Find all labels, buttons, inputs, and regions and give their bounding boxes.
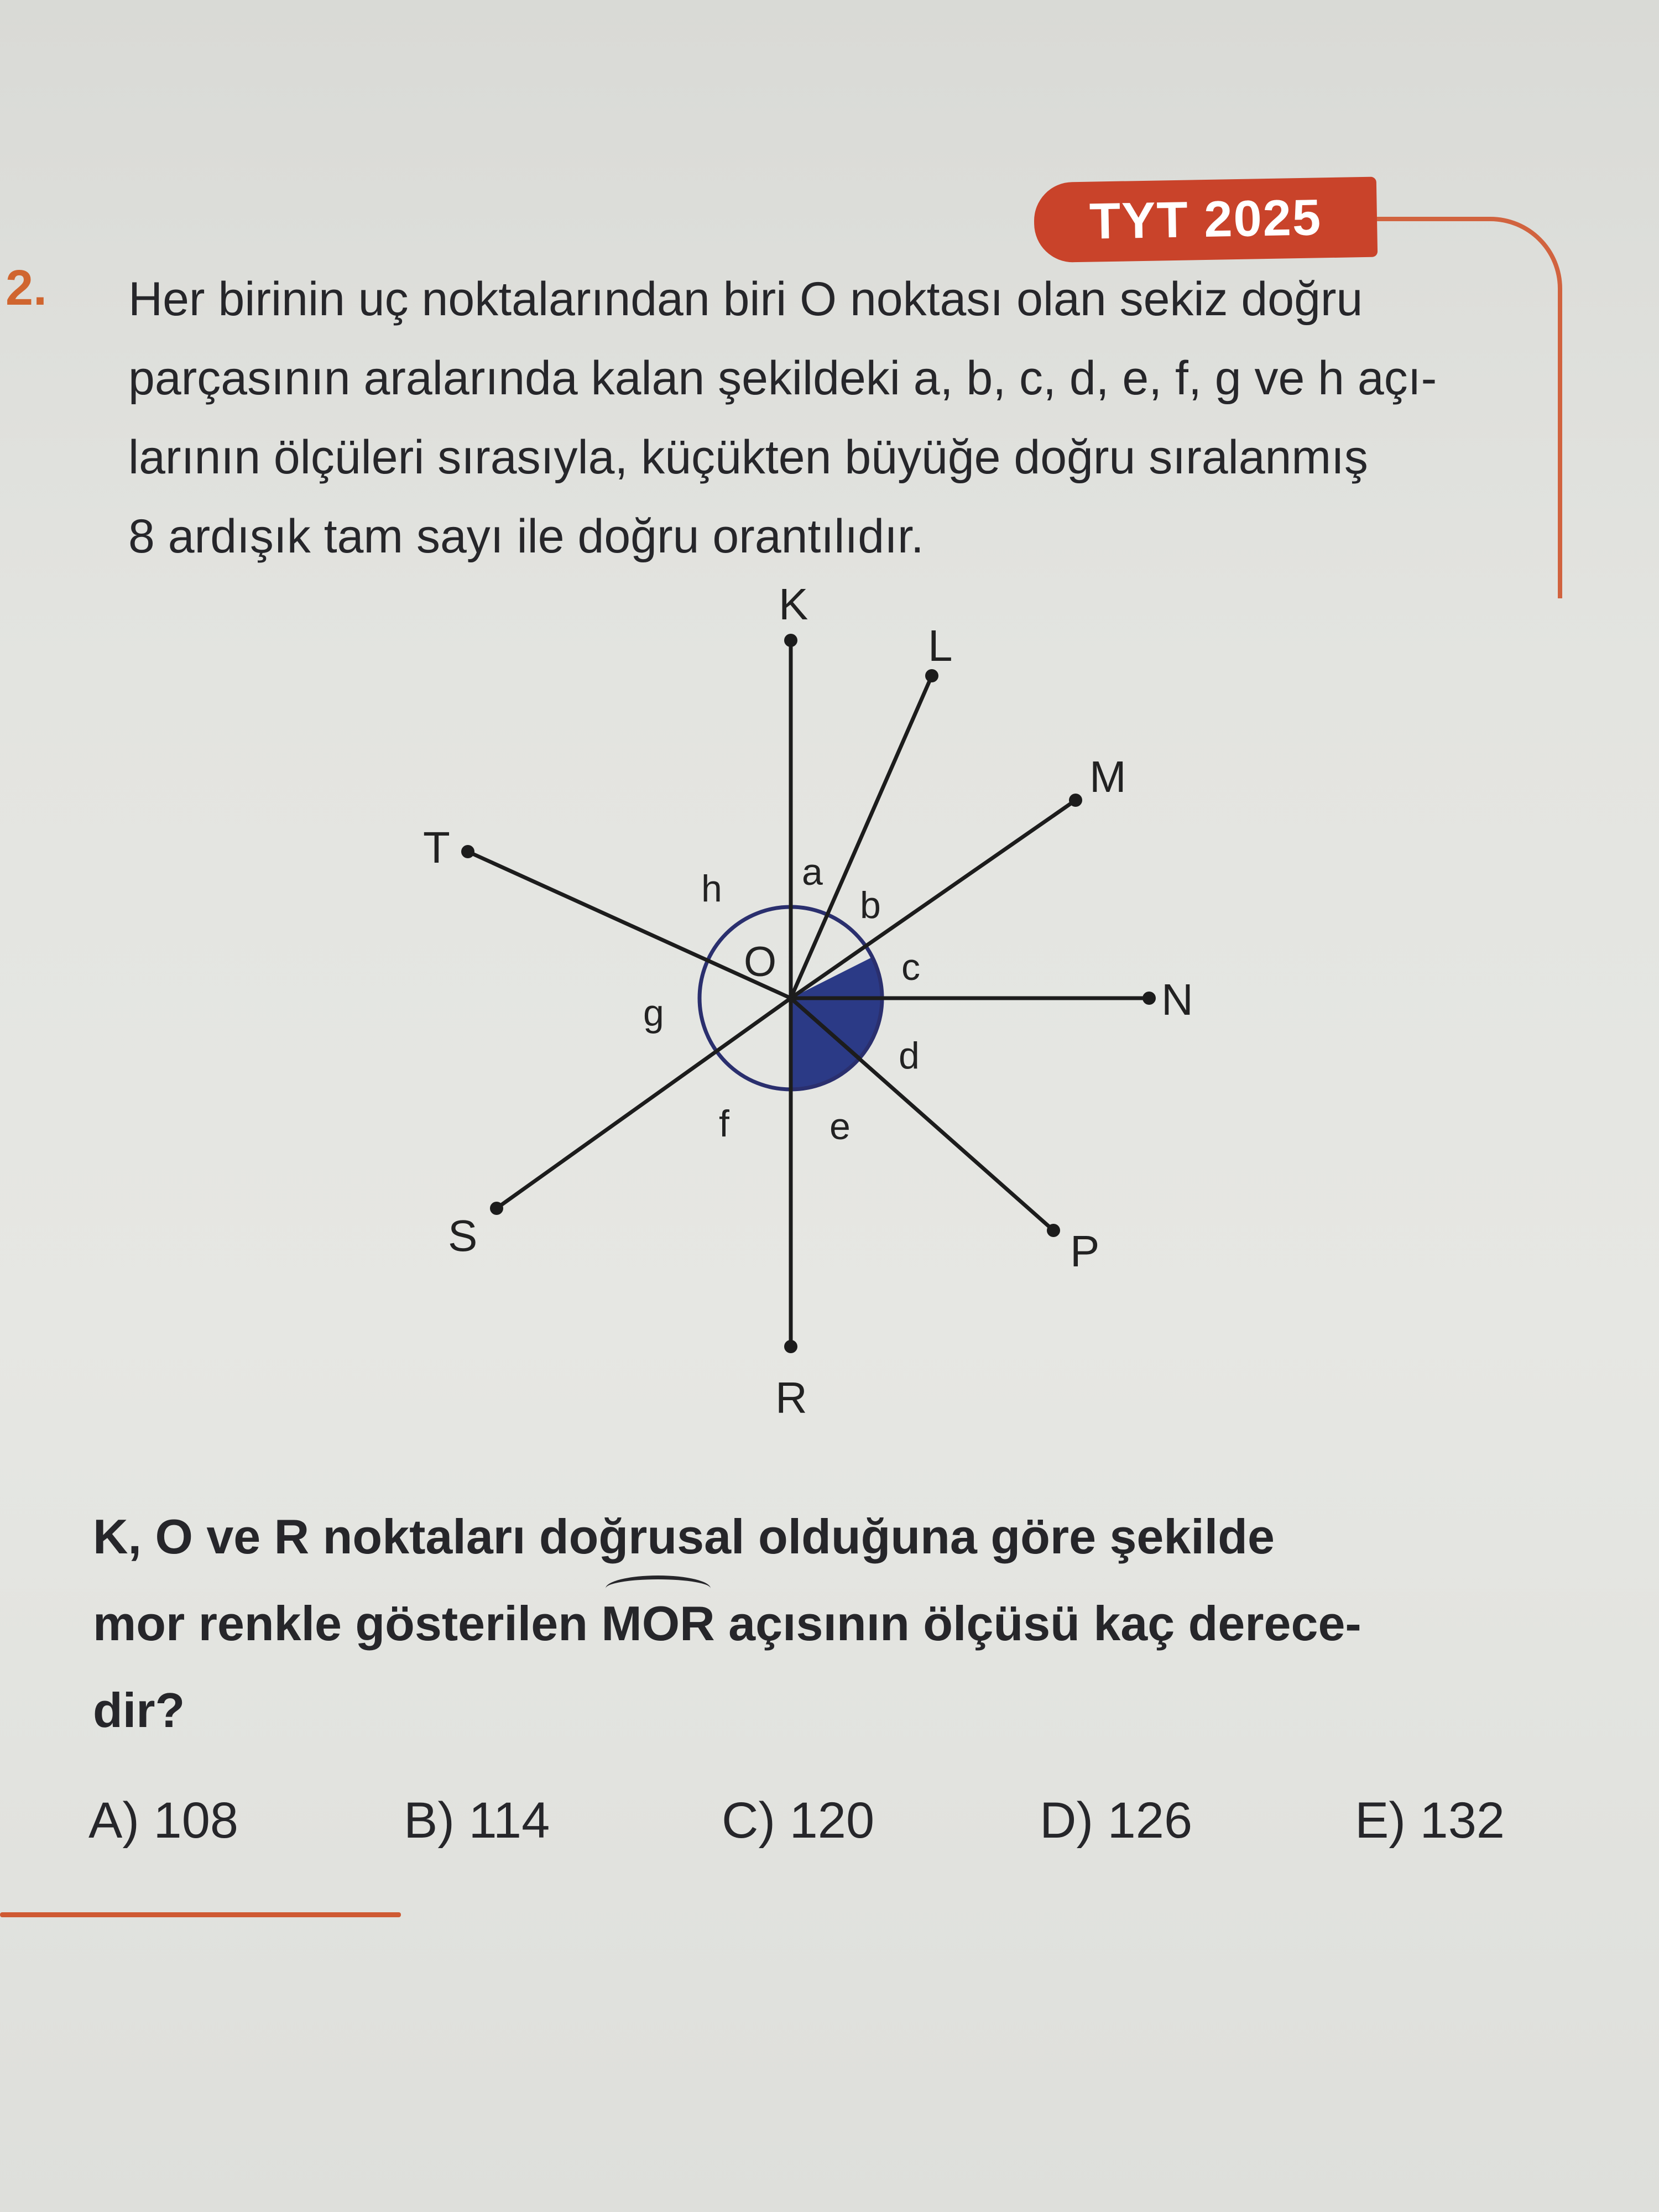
bottom-rule [0, 1912, 401, 1917]
label-O: O [744, 938, 777, 985]
point-R-dot [784, 1340, 797, 1353]
point-S-dot [490, 1202, 503, 1215]
label-S: S [448, 1211, 478, 1260]
intro-line-3: larının ölçüleri sırasıyla, küçükten büyüğe doğru sıralanmış [128, 431, 1368, 484]
intro-line-4: 8 ardışık tam sayı ile doğru orantılıdır. [128, 510, 924, 563]
point-T-dot [461, 845, 474, 858]
label-P: P [1070, 1227, 1100, 1276]
option-c[interactable]: C) 120 [722, 1792, 875, 1849]
exam-badge: TYT 2025 [1034, 177, 1378, 263]
label-R: R [775, 1373, 807, 1422]
angle-label-g: g [643, 992, 664, 1034]
label-N: N [1161, 975, 1193, 1024]
segment-OT [468, 852, 791, 998]
angle-label-h: h [701, 868, 722, 910]
prompt-line-2-pre: mor renkle gösterilen [93, 1596, 602, 1651]
angle-label-b: b [860, 884, 881, 926]
angle-MOR-symbol: MOR [601, 1580, 714, 1667]
question-prompt [93, 1493, 1531, 1754]
angle-label-f: f [719, 1103, 729, 1145]
prompt-line-3: dir? [93, 1683, 185, 1738]
prompt-line-2-post: açısının ölçüsü kaç derece- [714, 1596, 1361, 1651]
prompt-line-2 [93, 1580, 1531, 1667]
angle-label-d: d [899, 1035, 920, 1077]
question-number: 2. [6, 260, 48, 316]
intro-line-1: Her birinin uç noktalarından biri O noktası olan sekiz doğru [128, 273, 1363, 326]
point-P-dot [1047, 1224, 1060, 1237]
option-a[interactable]: A) 108 [88, 1792, 239, 1849]
shaded-angle-region [791, 958, 880, 1089]
point-M-dot [1069, 794, 1082, 807]
angle-label-e: e [830, 1105, 851, 1147]
point-N-dot [1142, 992, 1156, 1005]
angle-label-a: a [802, 851, 823, 893]
label-L: L [928, 621, 953, 670]
point-L-dot [925, 669, 938, 682]
option-e[interactable]: E) 132 [1355, 1792, 1505, 1849]
option-b[interactable]: B) 114 [404, 1792, 550, 1849]
answer-options [88, 1792, 1582, 1864]
angle-label-c: c [901, 946, 920, 988]
option-d[interactable]: D) 126 [1040, 1792, 1193, 1849]
intro-line-2: parçasının aralarında kalan şekildeki a, b, c, d, e, f, g ve h açı- [128, 352, 1437, 405]
label-M: M [1089, 752, 1126, 801]
point-K-dot [784, 634, 797, 647]
prompt-line-1: K, O ve R noktaları doğrusal olduğuna göre şekilde [93, 1509, 1275, 1564]
label-K: K [779, 580, 808, 629]
label-T: T [423, 823, 450, 872]
